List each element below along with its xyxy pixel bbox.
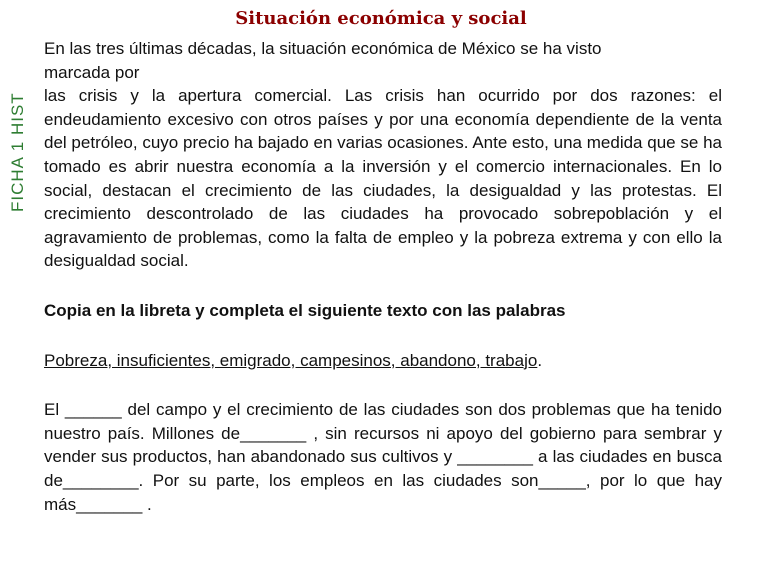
word-bank xyxy=(44,349,722,373)
intro-line-2: marcada por xyxy=(44,62,140,82)
word-bank-words: Pobreza, insuficientes, emigrado, campesinos, abandono, trabajo xyxy=(44,350,538,370)
intro-body: las crisis y la apertura comercial. Las crisis han ocurrido por dos razones: el endeudamiento excesivo con otros países y por una economía dependiente de la venta del petróleo, cuyo precio ha bajado en varias ocasiones. Ante esto, una medida que se ha tomado es abrir nuestra economía a la inversión y el comercio internacionales. En lo social, destacan el crecimiento de las ciudades, la desigualdad y las protestas. El crecimiento descontrolado de las ciudades ha provocado sobrepoblación y el agravamiento de problemas, como la falta de empleo y la pobreza extrema y con ello la desigualdad social. xyxy=(44,86,722,271)
word-bank-period: . xyxy=(537,350,543,370)
intro-line-1: En las tres últimas décadas, la situación económica de México se ha visto xyxy=(44,39,602,58)
worksheet-content xyxy=(44,37,722,516)
side-label: FICHA 1 HIST xyxy=(8,92,27,212)
fill-in-text: El ______ del campo y el crecimiento de las ciudades son dos problemas que ha tenido nuestro país. Millones de_______ , sin recursos ni apoyo del gobierno para sembrar y vender sus productos, han abandonado sus cultivos y ________ a las ciudades en busca de________. Por su parte, los empleos en las ciudades son_____, por lo que hay más_______ . xyxy=(44,400,722,514)
page-title: Situación económica y social xyxy=(235,8,527,29)
instruction: Copia en la libreta y completa el siguiente texto con las palabras xyxy=(44,300,566,320)
